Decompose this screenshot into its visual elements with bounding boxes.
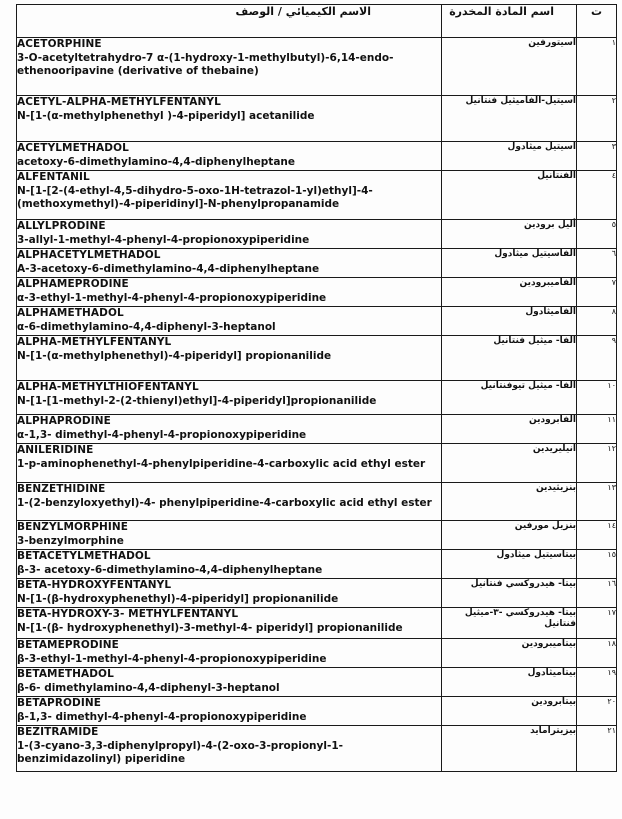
substance-english-name: ACETORPHINE [17,38,102,50]
row-number-cell: ١٩ [577,668,617,697]
table-row [17,639,617,668]
arabic-name-cell: الفنتانيل [442,171,577,220]
arabic-name-cell: بنزيل مورفين [442,521,577,550]
arabic-name-cell: اسيتورفين [442,38,577,96]
row-number-cell: ٩ [577,336,617,381]
arabic-name-cell: اسيتيل ميثادول [442,142,577,171]
substance-english-name: BETAPRODINE [17,697,102,709]
row-number-cell: ٥ [577,220,617,249]
row-number-cell: ١٥ [577,550,617,579]
chemical-name: acetoxy-6-dimethylamino-4,4-diphenylheptane [17,155,296,168]
chemical-name: 3-O-acetyltetrahydro-7 α-(1-hydroxy-1-methylbutyl)-6,14-endo-ethenooripavine (derivative of thebaine) [17,51,394,77]
description-cell [17,483,442,521]
table-row [17,697,617,726]
row-number-cell: ١٠ [577,381,617,415]
description-cell [17,171,442,220]
table-row [17,550,617,579]
description-cell [17,249,442,278]
arabic-name-cell: بيتاسيتيل ميثادول [442,550,577,579]
arabic-name-cell: أليل برودين [442,220,577,249]
chemical-name: N-[1-(α-methylphenethyl )-4-piperidyl] acetanilide [17,109,315,122]
description-cell [17,220,442,249]
table-row [17,483,617,521]
substance-english-name: ALFENTANIL [17,171,90,183]
chemical-name: 1-(2-benzyloxyethyl)-4- phenylpiperidine-4-carboxylic acid ethyl ester [17,496,432,509]
table-row [17,579,617,608]
table-row [17,608,617,639]
description-cell [17,579,442,608]
description-cell [17,96,442,142]
substance-english-name: ACETYL-ALPHA-METHYLFENTANYL [17,96,221,108]
table-row [17,307,617,336]
table-row [17,38,617,96]
table-row [17,278,617,307]
row-number-cell: ٧ [577,278,617,307]
description-cell [17,381,442,415]
description-cell [17,697,442,726]
description-cell [17,142,442,171]
chemical-name: N-[1-(β- hydroxyphenethyl)-3-methyl-4- piperidyl] propionanilide [17,621,403,634]
arabic-name-cell: بيتاميثادول [442,668,577,697]
description-cell [17,668,442,697]
substance-english-name: ACETYLMETHADOL [17,142,129,154]
substance-english-name: BETACETYLMETHADOL [17,550,151,562]
row-number-cell: ١٨ [577,639,617,668]
arabic-name-cell: انيليريدين [442,444,577,483]
substance-english-name: ALLYLPRODINE [17,220,106,232]
arabic-name-cell: الفا- ميثيل تيوفنتانيل [442,381,577,415]
arabic-name-cell: بيتابرودين [442,697,577,726]
header-number: ت [577,5,617,38]
chemical-name: 1-p-aminophenethyl-4-phenylpiperidine-4-carboxylic acid ethyl ester [17,457,426,470]
substance-english-name: ALPHACETYLMETHADOL [17,249,161,261]
substance-english-name: ALPHA-METHYLTHIOFENTANYL [17,381,199,393]
table-row [17,96,617,142]
row-number-cell: ٤ [577,171,617,220]
description-cell [17,307,442,336]
substance-english-name: ANILERIDINE [17,444,94,456]
arabic-name-cell: بيتا- هيدروكسي فنتانيل [442,579,577,608]
arabic-name-cell: الفاميثادول [442,307,577,336]
chemical-name: A-3-acetoxy-6-dimethylamino-4,4-diphenylheptane [17,262,320,275]
substance-english-name: BEZITRAMIDE [17,726,99,738]
table-row [17,220,617,249]
chemical-name: β-3- acetoxy-6-dimethylamino-4,4-diphenylheptane [17,563,323,576]
description-cell [17,415,442,444]
row-number-cell: ٢١ [577,726,617,772]
table-row [17,381,617,415]
arabic-name-cell: بنزيثيدين [442,483,577,521]
table-row [17,142,617,171]
row-number-cell: ٨ [577,307,617,336]
arabic-name-cell: اسيتيل-الفاميثيل فنتانيل [442,96,577,142]
chemical-name: N-[1-(β-hydroxyphenethyl)-4-piperidyl] propionanilide [17,592,339,605]
substance-english-name: BETA-HYDROXYFENTANYL [17,579,172,591]
row-number-cell: ١٣ [577,483,617,521]
chemical-name: α-3-ethyl-1-methyl-4-phenyl-4-propionoxypiperidine [17,291,327,304]
arabic-name-cell: بيتا- هيدروكسي -٣-ميثيل فنتانيل [442,608,577,639]
table-row [17,249,617,278]
substance-english-name: ALPHA-METHYLFENTANYL [17,336,172,348]
chemical-name: β-3-ethyl-1-methyl-4-phenyl-4-propionoxypiperidine [17,652,327,665]
description-cell [17,38,442,96]
chemical-name: 1-(3-cyano-3,3-diphenylpropyl)-4-(2-oxo-3-propionyl-1-benzimidazolinyl) piperidine [17,739,343,765]
description-cell [17,726,442,772]
chemical-name: 3-benzylmorphine [17,534,124,547]
chemical-name: 3-allyl-1-methyl-4-phenyl-4-propionoxypiperidine [17,233,310,246]
description-cell [17,444,442,483]
table-row [17,415,617,444]
description-cell [17,336,442,381]
arabic-name-cell: الفاسيتيل ميثادول [442,249,577,278]
table-row [17,668,617,697]
row-number-cell: ١٤ [577,521,617,550]
narcotics-table [16,4,617,772]
substance-english-name: BENZYLMORPHINE [17,521,129,533]
substance-english-name: BETAMEPRODINE [17,639,119,651]
row-number-cell: ١ [577,38,617,96]
description-cell [17,550,442,579]
table-row [17,521,617,550]
chemical-name: α-1,3- dimethyl-4-phenyl-4-propionoxypiperidine [17,428,307,441]
substance-english-name: BETA-HYDROXY-3- METHYLFENTANYL [17,608,239,620]
table-header-row [17,5,617,38]
row-number-cell: ٣ [577,142,617,171]
arabic-name-cell: الفابرودين [442,415,577,444]
description-cell [17,278,442,307]
header-description: الاسم الكيميائي / الوصف [17,5,442,38]
table-row [17,171,617,220]
chemical-name: N-[1-(α-methylphenethyl)-4-piperidyl] propionanilide [17,349,332,362]
row-number-cell: ١١ [577,415,617,444]
chemical-name: β-6- dimethylamino-4,4-diphenyl-3-heptanol [17,681,280,694]
description-cell [17,608,442,639]
row-number-cell: ٢٠ [577,697,617,726]
description-cell [17,521,442,550]
row-number-cell: ١٢ [577,444,617,483]
row-number-cell: ١٧ [577,608,617,639]
arabic-name-cell: الفا- ميثيل فنتانيل [442,336,577,381]
chemical-name: N-[1-[2-(4-ethyl-4,5-dihydro-5-oxo-1H-tetrazol-1-yl)ethyl]-4-(methoxymethyl)-4-piperidinyl]-N-phenylpropanamide [17,184,373,210]
arabic-name-cell: بيتاميبرودين [442,639,577,668]
substance-english-name: BETAMETHADOL [17,668,114,680]
arabic-name-cell: بيزيترامايد [442,726,577,772]
substance-english-name: ALPHAPRODINE [17,415,111,427]
substance-english-name: ALPHAMEPRODINE [17,278,129,290]
arabic-name-cell: الفاميبرودين [442,278,577,307]
header-arabic-name: اسم المادة المخدرة [442,5,577,38]
table-row [17,444,617,483]
row-number-cell: ١٦ [577,579,617,608]
chemical-name: β-1,3- dimethyl-4-phenyl-4-propionoxypiperidine [17,710,307,723]
table-row [17,726,617,772]
chemical-name: α-6-dimethylamino-4,4-diphenyl-3-heptanol [17,320,276,333]
row-number-cell: ٦ [577,249,617,278]
substance-english-name: ALPHAMETHADOL [17,307,124,319]
chemical-name: N-[1-[1-methyl-2-(2-thienyl)ethyl]-4-piperidyl]propionanilide [17,394,377,407]
table-row [17,336,617,381]
substance-english-name: BENZETHIDINE [17,483,106,495]
row-number-cell: ٢ [577,96,617,142]
description-cell [17,639,442,668]
